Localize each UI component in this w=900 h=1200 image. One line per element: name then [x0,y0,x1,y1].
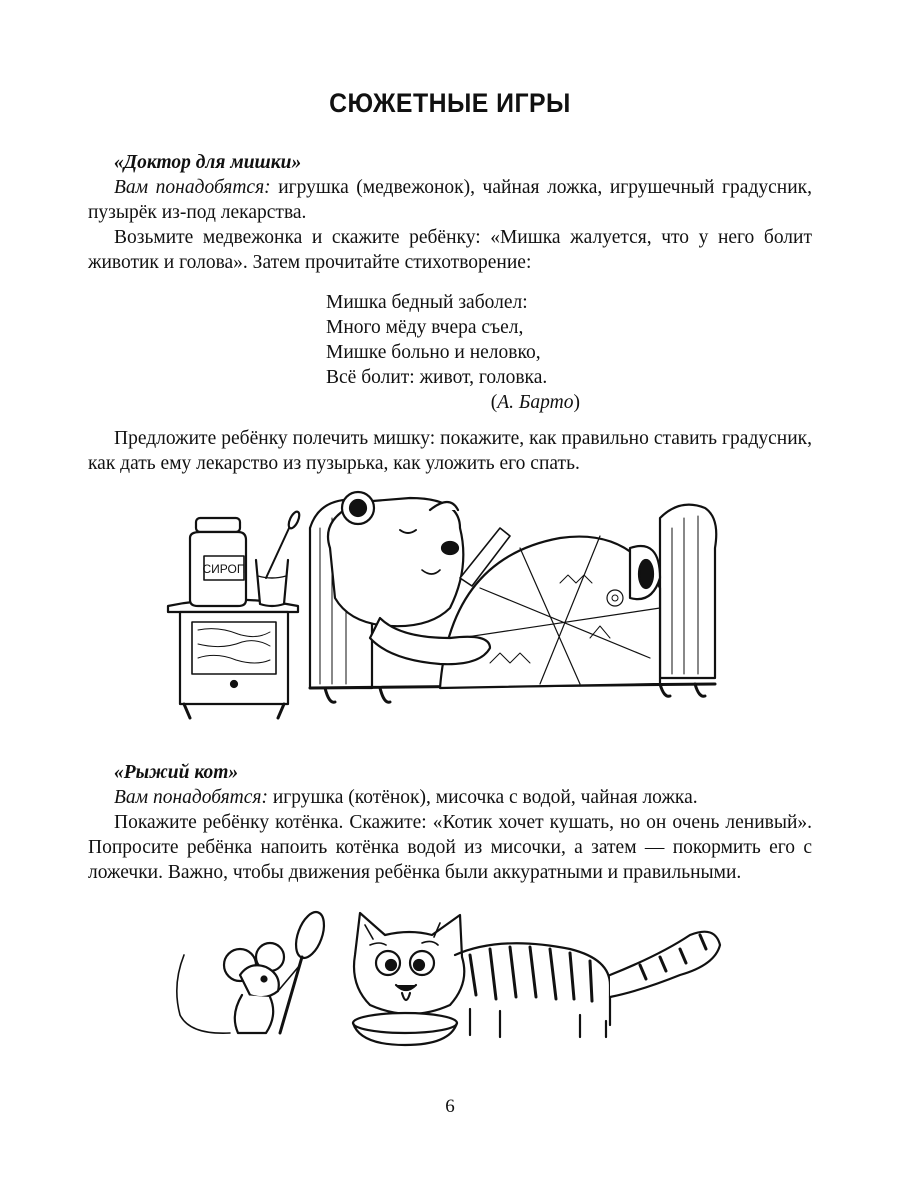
game1-needs [88,175,812,225]
game2-needs-text: игрушка (котёнок), мисочка с водой, чайная ложка. [267,787,698,808]
poem-line: Мишка бедный заболел: [326,292,528,313]
page-number: 6 [445,1096,455,1117]
glass-with-spoon-icon [256,510,301,606]
game1-paragraph-2: Предложите ребёнку полечить мишку: покажите, как правильно ставить градусник, как дать ему лекарство из пузырька, как уложить его спать. [88,428,812,474]
game1-needs-text: игрушка (медвежонок), чайная ложка, игрушечный градусник, пузырёк из-под лекарства. [88,177,812,223]
spoon-icon [280,908,329,1033]
game1-instructions [88,426,812,476]
mouse-icon [177,943,300,1033]
game2-needs-label: Вам понадобятся: [114,787,268,808]
game2-section [88,760,812,885]
patchwork-blanket-icon [440,536,660,688]
sick-bear-illustration [160,488,720,728]
poem [326,290,586,415]
game2-paragraph-1: Покажите ребёнку котёнка. Скажите: «Котик хочет кушать, но он очень ленивый». Попросите ребёнка напоить котёнка водой из мисочки, а затем — покормить его с ложечки. Важно, чтобы движения ребёнка были аккуратными и правильными. [88,812,812,883]
game1-intro [88,150,812,275]
bedside-table-icon [168,600,298,719]
poem-line: Всё болит: живот, головка. [326,367,548,388]
game1-needs-label: Вам понадобятся: [114,177,271,198]
game2-heading: «Рыжий кот» [114,762,239,783]
game2-needs [88,785,812,810]
poem-author: (А. Барто) [490,392,580,413]
cat-and-mouse-illustration [170,905,730,1055]
game1-paragraph-1: Возьмите медвежонка и скажите ребёнку: «Мишка жалуется, что у него болит животик и голова». Затем прочитайте стихотворение: [88,227,812,273]
poem-line: Мишке больно и неловко, [326,342,541,363]
jar-label: СИРОП [202,562,246,576]
syrup-jar-icon [190,518,246,606]
bowl-icon [353,1013,457,1045]
game1-heading: «Доктор для мишки» [114,152,302,173]
poem-line: Много мёду вчера съел, [326,317,524,338]
page-title: СЮЖЕТНЫЕ ИГРЫ [329,88,571,118]
